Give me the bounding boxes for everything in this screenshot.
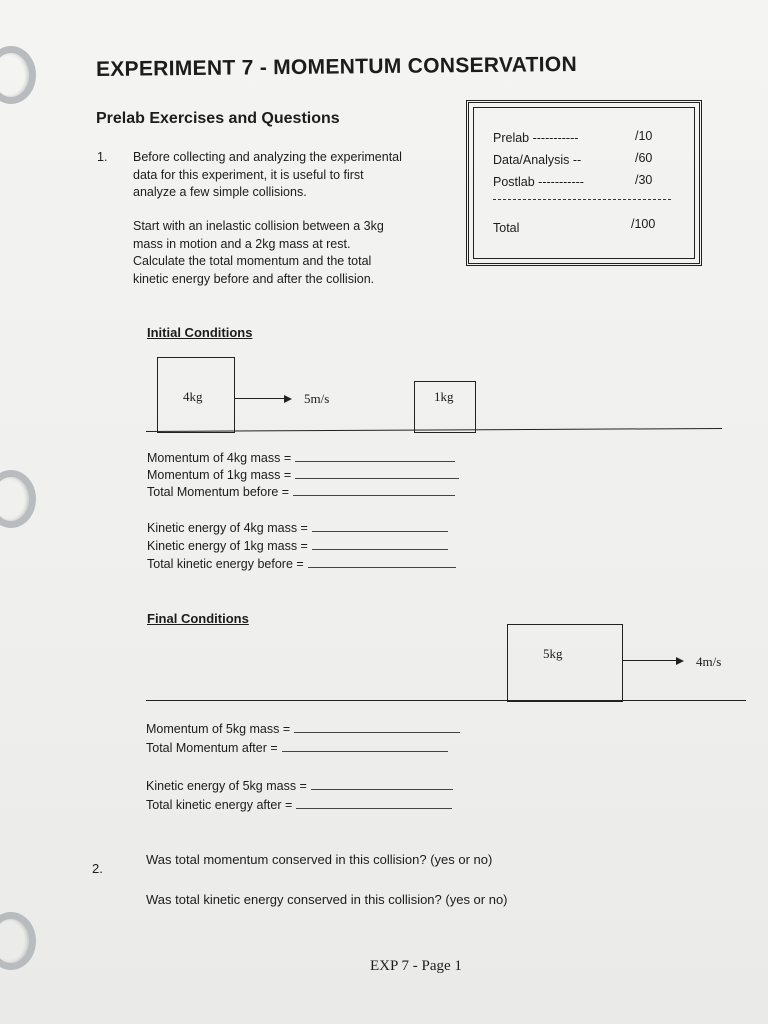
block-5kg-label: 5kg: [543, 646, 563, 661]
block-4kg-label: 4kg: [183, 389, 203, 404]
page-title: EXPERIMENT 7 - MOMENTUM CONSERVATION: [95, 52, 578, 81]
text-line: Start with an inelastic collision between a 3kg: [133, 219, 384, 233]
text-line: data for this experiment, it is useful to first: [133, 167, 364, 182]
answer-field[interactable]: [146, 797, 452, 812]
field-label: Kinetic energy of 5kg mass =: [146, 779, 307, 793]
answer-field[interactable]: [146, 778, 453, 793]
question-intro: [133, 149, 402, 202]
answer-blank[interactable]: [296, 797, 452, 809]
final-conditions-heading: Final Conditions: [147, 611, 249, 626]
ground-line: [146, 700, 746, 701]
field-label: Kinetic energy of 4kg mass =: [147, 521, 308, 535]
page-footer: EXP 7 - Page 1: [370, 958, 462, 974]
question-momentum-conserved: Was total momentum conserved in this collision? (yes or no): [146, 852, 493, 867]
field-label: Total kinetic energy after =: [146, 798, 293, 812]
velocity-arrow: [234, 398, 290, 399]
question-number: 2.: [92, 861, 103, 876]
field-label: Momentum of 4kg mass =: [147, 451, 292, 465]
field-label: Total Momentum after =: [146, 741, 278, 755]
answer-field[interactable]: [146, 740, 448, 755]
answer-field[interactable]: [147, 556, 456, 571]
score-row-value: /30: [635, 173, 653, 187]
answer-blank[interactable]: [294, 721, 460, 733]
field-label: Momentum of 1kg mass =: [147, 468, 292, 482]
answer-blank[interactable]: [312, 538, 448, 550]
field-label: Total kinetic energy before =: [147, 557, 304, 571]
answer-field[interactable]: [146, 721, 460, 736]
answer-blank[interactable]: [311, 778, 453, 790]
score-row-label: Data/Analysis --: [493, 153, 582, 167]
field-label: Momentum of 5kg mass =: [146, 722, 291, 736]
text-line: Before collecting and analyzing the experimental: [133, 150, 402, 164]
answer-blank[interactable]: [295, 467, 459, 479]
binder-ring-bottom: [0, 912, 36, 970]
score-row-label: Prelab -----------: [493, 131, 579, 145]
answer-field[interactable]: [147, 538, 448, 553]
score-box: [466, 100, 702, 266]
answer-field[interactable]: [147, 484, 455, 499]
binder-ring-top: [0, 46, 36, 104]
answer-blank[interactable]: [282, 740, 448, 752]
question-energy-conserved: Was total kinetic energy conserved in this collision? (yes or no): [146, 892, 508, 907]
score-total-value: /100: [631, 217, 656, 231]
velocity-arrow: [622, 660, 682, 661]
score-divider: [493, 199, 671, 200]
text-line: Calculate the total momentum and the total: [133, 254, 372, 268]
initial-conditions-heading: Initial Conditions: [147, 325, 253, 340]
answer-blank[interactable]: [308, 556, 456, 568]
question-task: [133, 218, 384, 288]
answer-field[interactable]: [147, 520, 448, 535]
block-5kg: [507, 624, 623, 702]
block-1kg-label: 1kg: [434, 389, 454, 404]
question-number: 1.: [97, 150, 108, 164]
field-label: Kinetic energy of 1kg mass =: [147, 539, 308, 553]
field-label: Total Momentum before =: [147, 485, 290, 499]
velocity-label: 5m/s: [304, 391, 330, 406]
text-line: kinetic energy before and after the collision.: [133, 271, 375, 286]
section-subtitle: Prelab Exercises and Questions: [96, 110, 340, 127]
binder-ring-middle: [0, 470, 36, 528]
text-line: mass in motion and a 2kg mass at rest.: [133, 236, 351, 251]
text-line: analyze a few simple collisions.: [133, 185, 307, 199]
answer-field[interactable]: [147, 450, 455, 465]
answer-blank[interactable]: [295, 450, 455, 462]
answer-blank[interactable]: [312, 520, 448, 532]
answer-blank[interactable]: [293, 484, 455, 496]
score-total-label: Total: [493, 221, 520, 235]
answer-field[interactable]: [147, 467, 459, 482]
score-row-value: /60: [635, 151, 653, 165]
velocity-label: 4m/s: [696, 654, 722, 669]
score-row-label: Postlab -----------: [493, 175, 584, 189]
score-row-value: /10: [635, 129, 653, 143]
